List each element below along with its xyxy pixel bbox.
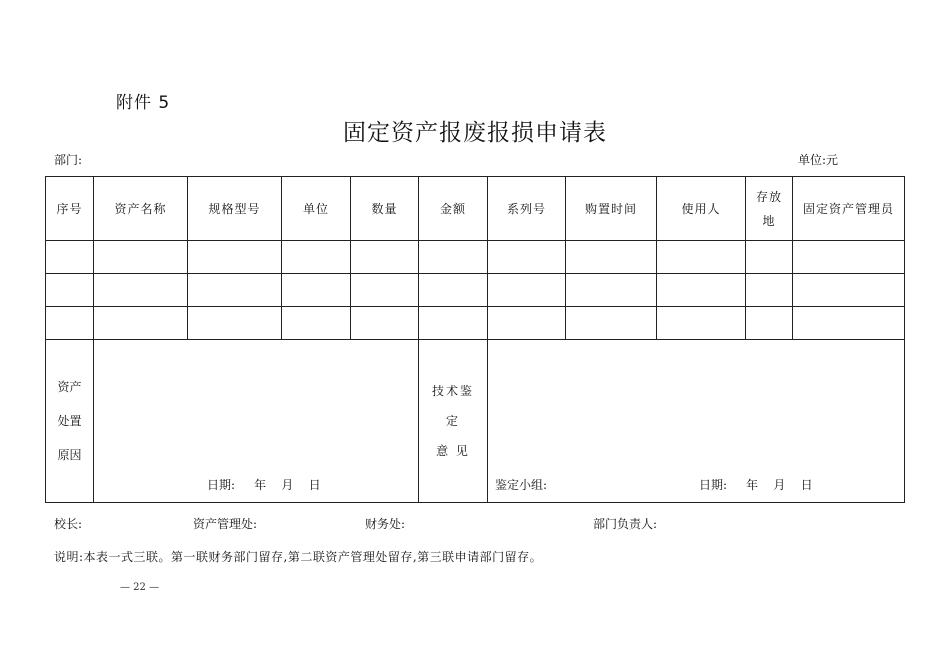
tech-opinion-label xyxy=(419,340,488,503)
form-note: 说明:本表一式三联。第一联财务部门留存,第二联资产管理处留存,第三联申请部门留存。 xyxy=(54,550,543,564)
form-title: 固定资产报废报损申请表 xyxy=(343,120,607,146)
disposal-reason-field[interactable] xyxy=(94,340,419,503)
cell-serial[interactable] xyxy=(488,274,566,307)
header-quantity: 数量 xyxy=(351,177,419,241)
disposal-reason-line2: 处置 xyxy=(57,414,82,428)
tech-opinion-line1: 技术鉴 xyxy=(431,384,474,398)
table-row xyxy=(46,307,905,340)
tech-opinion-field[interactable] xyxy=(488,340,905,503)
header-storage xyxy=(746,177,793,241)
disposal-reason-line1: 资产 xyxy=(57,380,82,394)
table-row xyxy=(46,274,905,307)
cell-seq[interactable] xyxy=(46,274,94,307)
cell-spec[interactable] xyxy=(188,274,282,307)
cell-storage[interactable] xyxy=(746,274,793,307)
cell-seq[interactable] xyxy=(46,241,94,274)
header-spec: 规格型号 xyxy=(188,177,282,241)
header-manager: 固定资产管理员 xyxy=(793,177,905,241)
table-row xyxy=(46,241,905,274)
header-unit: 单位 xyxy=(282,177,351,241)
disposal-reason-line3: 原因 xyxy=(57,448,82,462)
reason-date-label: 日期: 年 月 日 xyxy=(207,478,321,492)
cell-amount[interactable] xyxy=(419,241,488,274)
header-user: 使用人 xyxy=(657,177,746,241)
cell-quantity[interactable] xyxy=(351,241,419,274)
header-purchase-time: 购置时间 xyxy=(566,177,657,241)
principal-signature-label: 校长: xyxy=(54,517,83,531)
header-storage-line1: 存放 xyxy=(755,189,782,204)
asset-scrap-table xyxy=(45,176,905,503)
header-asset-name: 资产名称 xyxy=(94,177,188,241)
asset-office-signature-label: 资产管理处: xyxy=(193,517,258,531)
cell-purchase-time[interactable] xyxy=(566,274,657,307)
cell-user[interactable] xyxy=(657,307,746,340)
department-label: 部门: xyxy=(54,153,83,167)
header-serial: 系列号 xyxy=(488,177,566,241)
attachment-label: 附件 5 xyxy=(116,93,171,113)
page-number: — 22 — xyxy=(120,582,160,593)
cell-manager[interactable] xyxy=(793,241,905,274)
cell-serial[interactable] xyxy=(488,307,566,340)
header-storage-line2: 地 xyxy=(762,213,776,228)
disposal-reason-label xyxy=(46,340,94,503)
header-amount: 金额 xyxy=(419,177,488,241)
dept-head-signature-label: 部门负责人: xyxy=(593,517,658,531)
cell-quantity[interactable] xyxy=(351,274,419,307)
table-header-row xyxy=(46,177,905,241)
currency-unit-label: 单位:元 xyxy=(798,153,839,167)
finance-signature-label: 财务处: xyxy=(365,517,406,531)
opinion-date-label: 日期: 年 月 日 xyxy=(699,478,813,492)
appraisal-group-label: 鉴定小组: xyxy=(495,478,548,492)
cell-amount[interactable] xyxy=(419,307,488,340)
disposal-section-row xyxy=(46,340,905,503)
cell-user[interactable] xyxy=(657,274,746,307)
header-seq: 序号 xyxy=(46,177,94,241)
cell-unit[interactable] xyxy=(282,241,351,274)
cell-amount[interactable] xyxy=(419,274,488,307)
cell-user[interactable] xyxy=(657,241,746,274)
tech-opinion-line2: 定 xyxy=(445,414,460,428)
cell-purchase-time[interactable] xyxy=(566,307,657,340)
cell-asset-name[interactable] xyxy=(94,307,188,340)
cell-manager[interactable] xyxy=(793,307,905,340)
cell-purchase-time[interactable] xyxy=(566,241,657,274)
cell-manager[interactable] xyxy=(793,274,905,307)
cell-spec[interactable] xyxy=(188,241,282,274)
cell-spec[interactable] xyxy=(188,307,282,340)
cell-asset-name[interactable] xyxy=(94,274,188,307)
cell-asset-name[interactable] xyxy=(94,241,188,274)
cell-storage[interactable] xyxy=(746,307,793,340)
tech-opinion-line3: 意 见 xyxy=(436,444,470,458)
cell-quantity[interactable] xyxy=(351,307,419,340)
cell-unit[interactable] xyxy=(282,307,351,340)
cell-storage[interactable] xyxy=(746,241,793,274)
cell-unit[interactable] xyxy=(282,274,351,307)
cell-seq[interactable] xyxy=(46,307,94,340)
cell-serial[interactable] xyxy=(488,241,566,274)
